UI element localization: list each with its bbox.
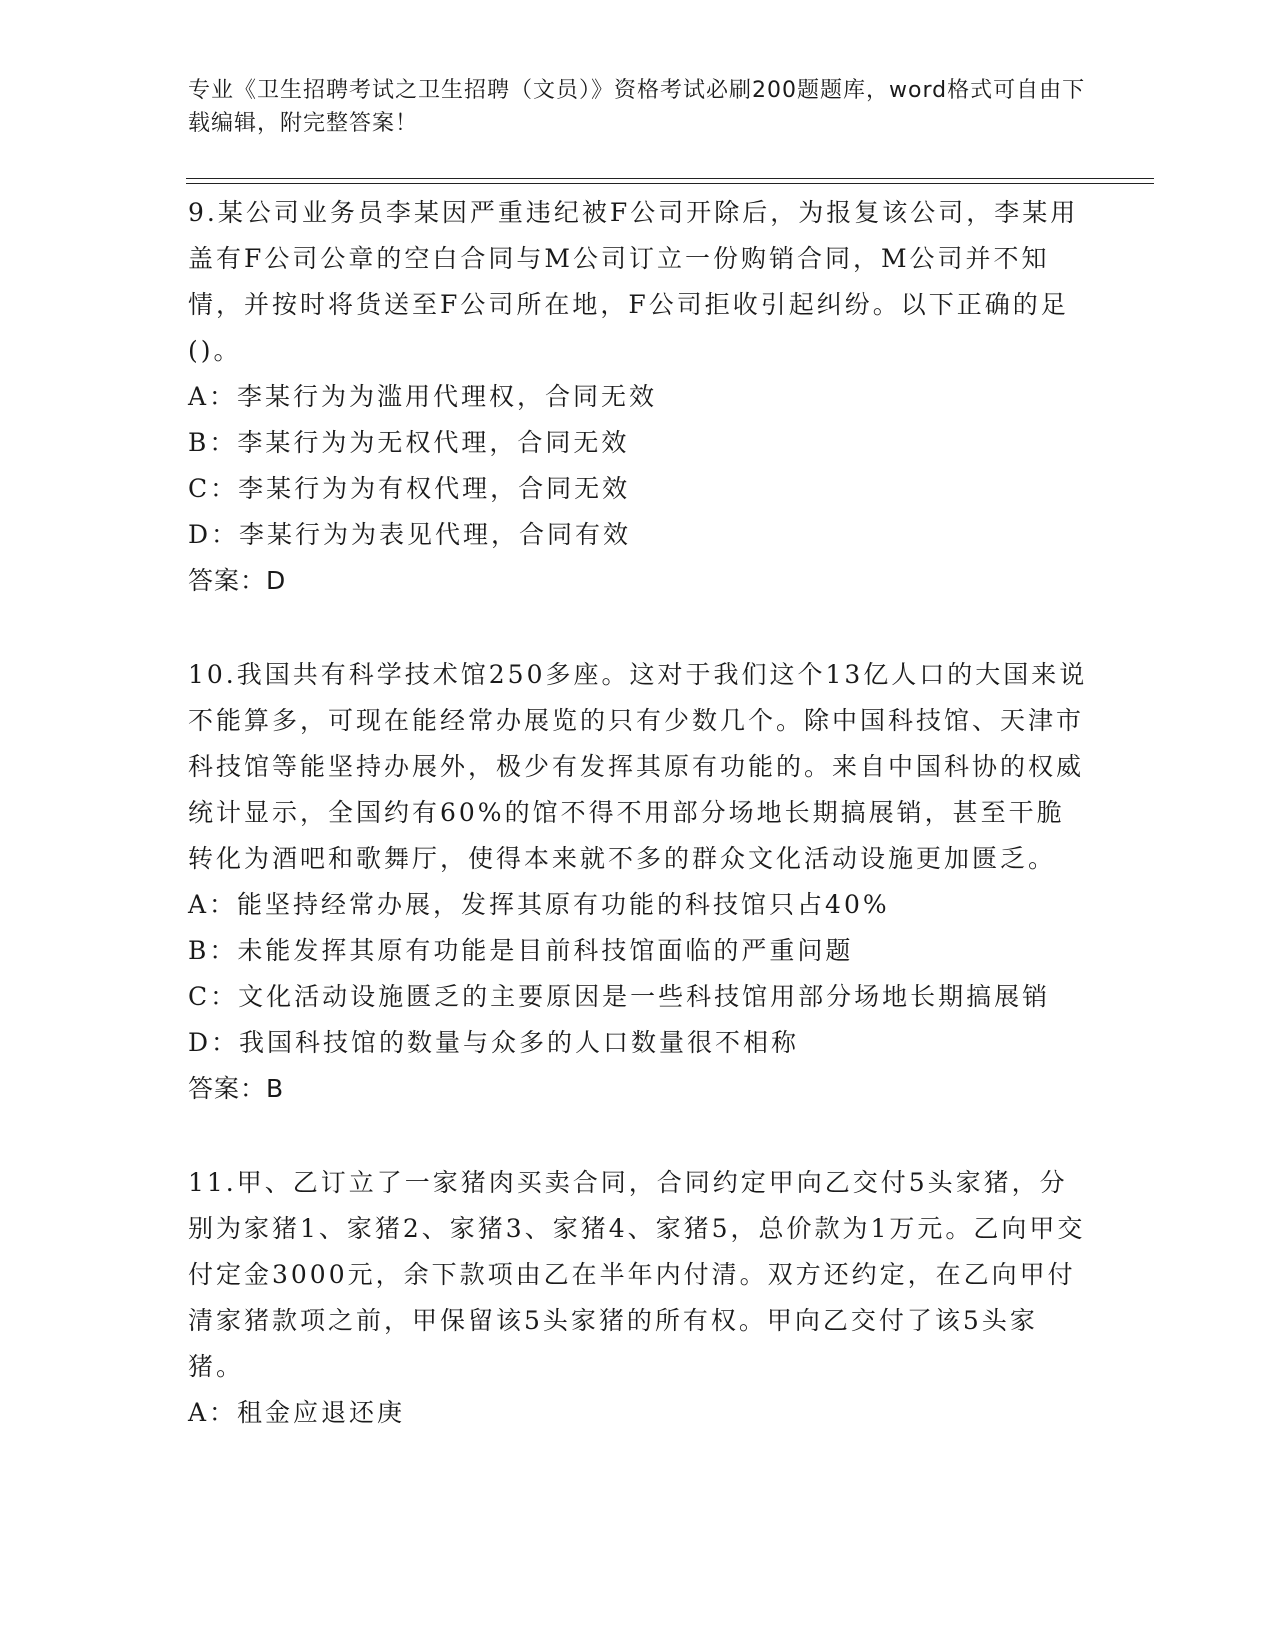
question-list	[188, 190, 1088, 1484]
option-b: B：未能发挥其原有功能是目前科技馆面临的严重问题	[188, 936, 854, 965]
header-divider-bottom	[186, 183, 1154, 184]
option-a: A：能坚持经常办展，发挥其原有功能的科技馆只占40%	[188, 890, 890, 919]
option-c: C：李某行为为有权代理，合同无效	[188, 474, 631, 503]
header-divider-top	[186, 178, 1154, 179]
question-11	[188, 1160, 1088, 1436]
answer: 答案：B	[188, 1074, 285, 1103]
question-9	[188, 190, 1088, 604]
document-header: 专业《卫生招聘考试之卫生招聘（文员）》资格考试必刷200题题库，word格式可自由下载编辑，附完整答案！	[188, 78, 1086, 136]
question-text: 9.某公司业务员李某因严重违纪被F公司开除后，为报复该公司，李某用盖有F公司公章的空白合同与M公司订立一份购销合同，M公司并不知情，并按时将货送至F公司所在地，F公司拒收引起纠纷。以下正确的足()。	[188, 198, 1079, 365]
option-a: A：李某行为为滥用代理权，合同无效	[188, 382, 658, 411]
question-text: 11.甲、乙订立了一家猪肉买卖合同，合同约定甲向乙交付5头家猪，分别为家猪1、家猪2、家猪3、家猪4、家猪5，总价款为1万元。乙向甲交付定金3000元，余下款项由乙在半年内付清。双方还约定，在乙向甲付清家猪款项之前，甲保留该5头家猪的所有权。甲向乙交付了该5头家猪。	[188, 1168, 1086, 1381]
option-b: B：李某行为为无权代理，合同无效	[188, 428, 630, 457]
option-a: A：租金应退还庚	[188, 1398, 406, 1427]
question-text: 10.我国共有科学技术馆250多座。这对于我们这个13亿人口的大国来说不能算多，可现在能经常办展览的只有少数几个。除中国科技馆、天津市科技馆等能坚持办展外，极少有发挥其原有功能的。来自中国科协的权威统计显示，全国约有60%的馆不得不用部分场地长期搞展销，甚至干脆转化为酒吧和歌舞厅，使得本来就不多的群众文化活动设施更加匮乏。	[188, 660, 1088, 873]
question-10	[188, 652, 1088, 1112]
option-d: D：李某行为为表见代理，合同有效	[188, 520, 632, 549]
option-c: C：文化活动设施匮乏的主要原因是一些科技馆用部分场地长期搞展销	[188, 982, 1051, 1011]
answer: 答案：D	[188, 566, 287, 595]
option-d: D：我国科技馆的数量与众多的人口数量很不相称	[188, 1028, 800, 1057]
